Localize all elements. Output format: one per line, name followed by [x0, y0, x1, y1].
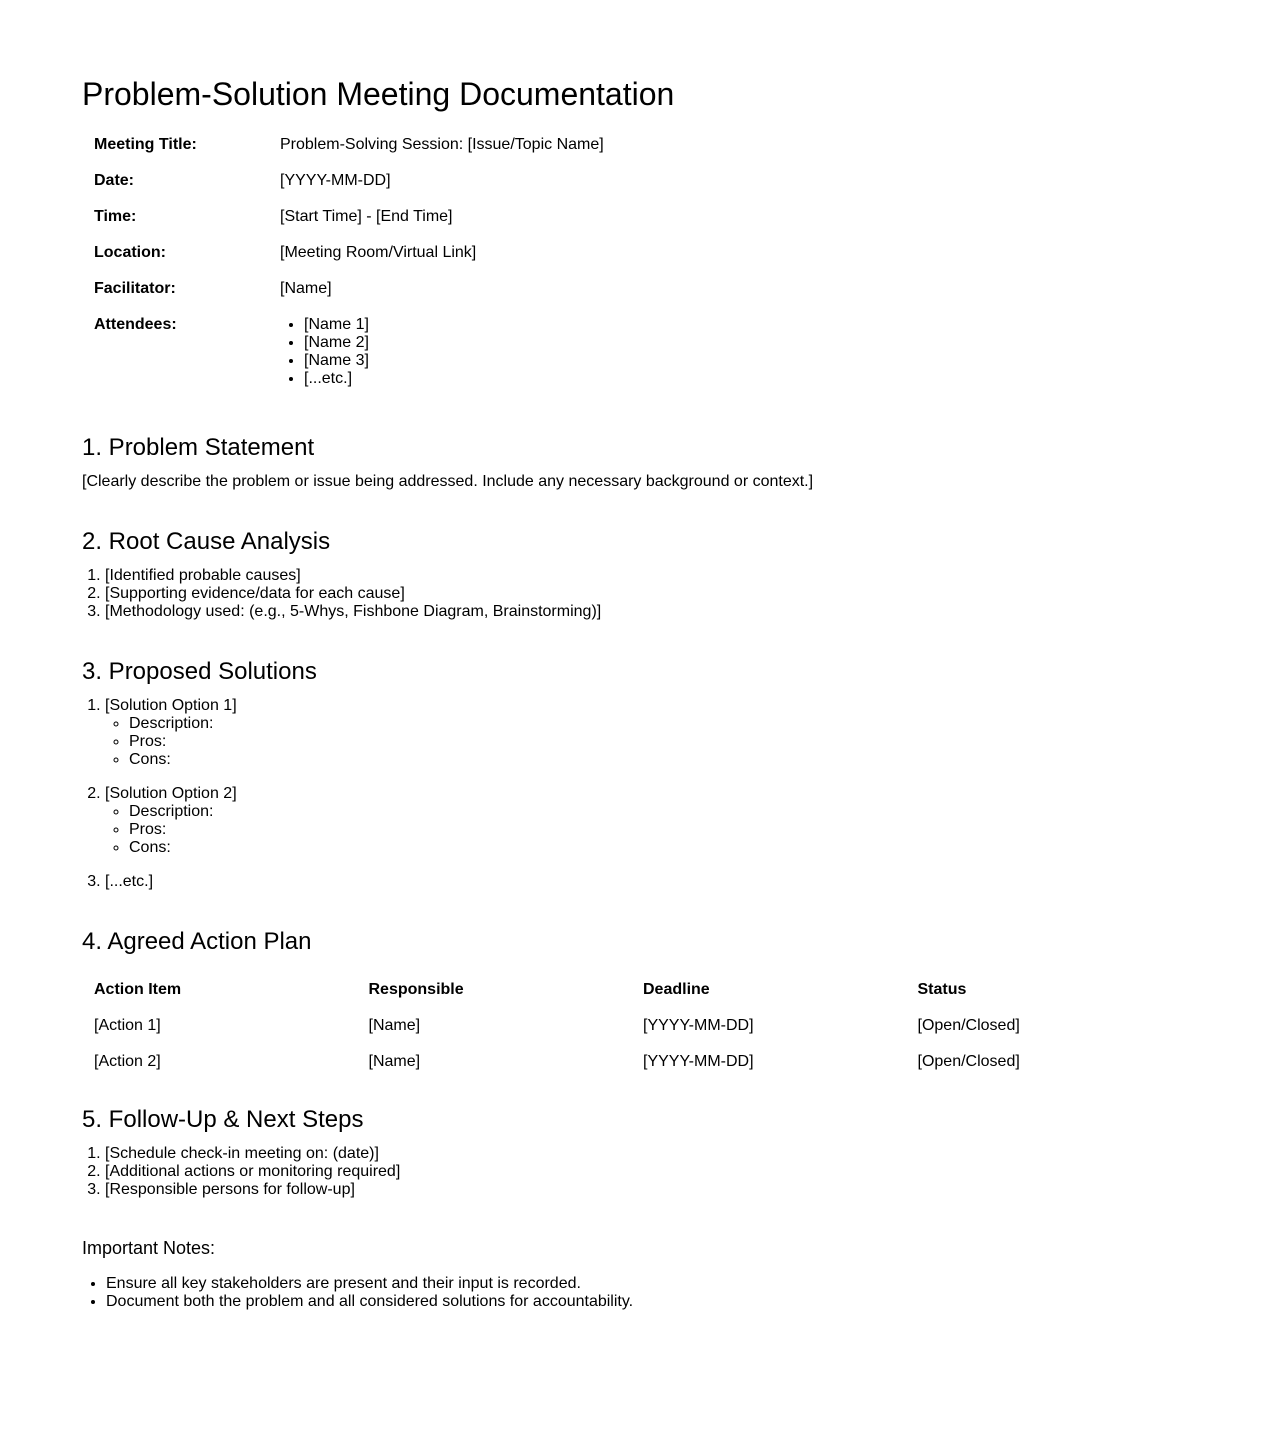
location-value: [Meeting Room/Virtual Link]: [280, 244, 477, 261]
date-label: Date:: [94, 172, 135, 189]
action-plan-heading: 4. Agreed Action Plan: [82, 928, 312, 955]
table-cell: [Open/Closed]: [917, 1053, 1020, 1070]
meeting-info-table: [82, 126, 892, 398]
solution-option: [105, 785, 1202, 857]
attendee-item: • [...etc.]: [304, 370, 880, 388]
list-item: 3. [Responsible persons for follow-up]: [105, 1181, 1202, 1199]
follow-up-list: [82, 1145, 1202, 1199]
attendee-item: • [Name 1]: [304, 316, 880, 334]
date-value: [YYYY-MM-DD]: [280, 172, 391, 189]
important-notes-list: [82, 1275, 1202, 1311]
table-cell: [YYYY-MM-DD]: [643, 1017, 754, 1034]
solution-option-label: [Solution Option 1]: [105, 697, 237, 714]
meeting-title-label: Meeting Title:: [94, 136, 197, 153]
table-header-row: [84, 973, 1180, 1007]
column-header: Deadline: [643, 981, 710, 998]
solution-cons: ◦ Cons:: [129, 751, 1202, 769]
action-plan-table: [82, 971, 1182, 1081]
facilitator-label: Facilitator:: [94, 280, 176, 297]
table-cell: [Name]: [368, 1053, 421, 1070]
list-item: 1. [Identified probable causes]: [105, 567, 1202, 585]
root-cause-list: [82, 567, 1202, 621]
solution-option: [105, 873, 1202, 891]
table-cell: [YYYY-MM-DD]: [643, 1053, 754, 1070]
action-plan-section: [82, 928, 1202, 1081]
root-cause-section: [82, 528, 1202, 621]
problem-statement-heading: 1. Problem Statement: [82, 434, 315, 461]
location-label: Location:: [94, 244, 166, 261]
table-cell: [Name]: [368, 1017, 421, 1034]
important-notes-section: [82, 1237, 1202, 1311]
problem-statement-section: [82, 434, 1202, 491]
list-item: 2. [Additional actions or monitoring required]: [105, 1163, 1202, 1181]
solution-description: ◦ Description:: [129, 803, 1202, 821]
solution-pros: ◦ Pros:: [129, 821, 1202, 839]
attendees-label: Attendees:: [94, 316, 177, 333]
column-header: Action Item: [94, 981, 182, 998]
solution-option-label: [Solution Option 2]: [105, 785, 237, 802]
list-item: 3. [Methodology used: (e.g., 5-Whys, Fishbone Diagram, Brainstorming)]: [105, 603, 1202, 621]
list-item: • Document both the problem and all considered solutions for accountability.: [106, 1293, 1202, 1311]
solution-pros: ◦ Pros:: [129, 733, 1202, 751]
table-cell: [Open/Closed]: [917, 1017, 1020, 1034]
document-title: Problem-Solution Meeting Documentation: [82, 76, 675, 112]
solution-cons: ◦ Cons:: [129, 839, 1202, 857]
list-item: • Ensure all key stakeholders are present and their input is recorded.: [106, 1275, 1202, 1293]
follow-up-section: [82, 1106, 1202, 1199]
solution-details-list: [105, 715, 1202, 769]
attendee-item: • [Name 2]: [304, 334, 880, 352]
proposed-solutions-heading: 3. Proposed Solutions: [82, 658, 317, 685]
column-header: Status: [917, 981, 967, 998]
solution-option: [105, 697, 1202, 769]
location-row: [84, 236, 890, 270]
important-notes-heading: Important Notes:: [82, 1238, 216, 1258]
time-row: [84, 200, 890, 234]
list-item: 1. [Schedule check-in meeting on: (date)]: [105, 1145, 1202, 1163]
proposed-solutions-section: [82, 658, 1202, 891]
table-cell: [Action 1]: [94, 1017, 161, 1034]
meeting-title-row: [84, 128, 890, 162]
attendee-item: • [Name 3]: [304, 352, 880, 370]
solutions-list: [82, 697, 1202, 891]
date-row: [84, 164, 890, 198]
document-page: [82, 0, 1202, 1310]
attendees-row: [84, 308, 890, 396]
solution-description: ◦ Description:: [129, 715, 1202, 733]
time-label: Time:: [94, 208, 137, 225]
table-row: [84, 1045, 1180, 1079]
table-cell: [Action 2]: [94, 1053, 161, 1070]
list-item: 2. [Supporting evidence/data for each cause]: [105, 585, 1202, 603]
root-cause-heading: 2. Root Cause Analysis: [82, 528, 331, 555]
facilitator-value: [Name]: [280, 280, 332, 297]
column-header: Responsible: [368, 981, 464, 998]
solution-option-label: [...etc.]: [105, 873, 154, 890]
problem-statement-text: [Clearly describe the problem or issue being addressed. Include any necessary background or context.]: [82, 473, 814, 490]
attendees-list: [280, 316, 880, 388]
table-row: [84, 1009, 1180, 1043]
attendees-value: [270, 308, 890, 396]
facilitator-row: [84, 272, 890, 306]
meeting-title-value: Problem-Solving Session: [Issue/Topic Name]: [280, 136, 604, 153]
follow-up-heading: 5. Follow-Up & Next Steps: [82, 1106, 364, 1133]
solution-details-list: [105, 803, 1202, 857]
time-value: [Start Time] - [End Time]: [280, 208, 453, 225]
